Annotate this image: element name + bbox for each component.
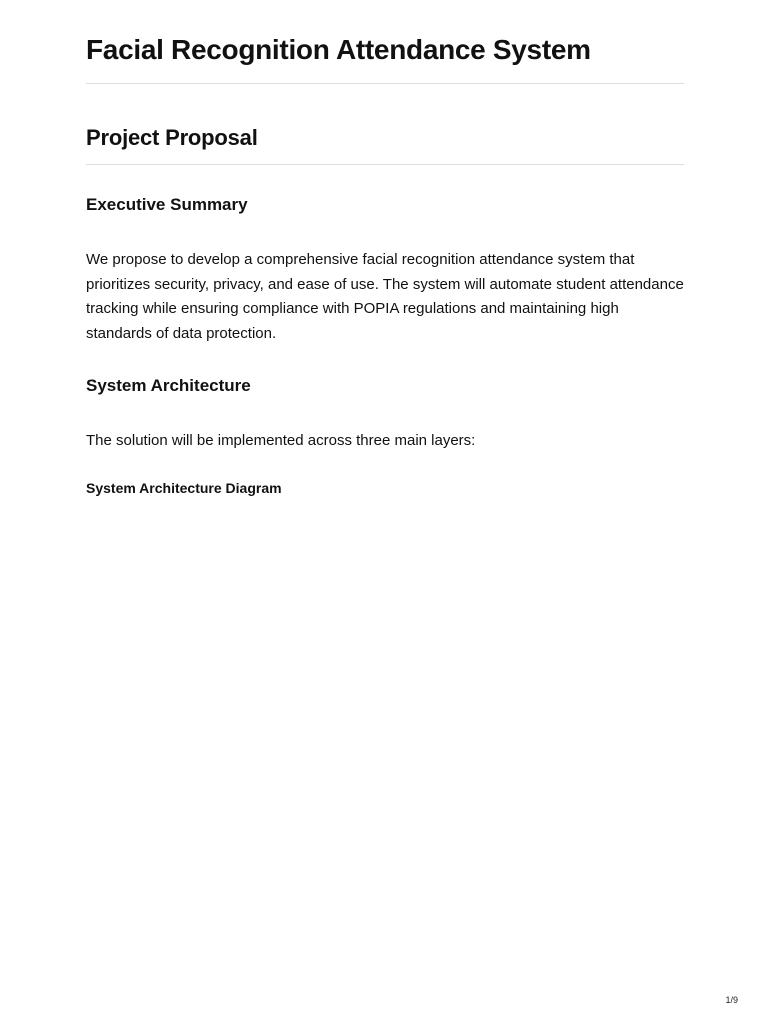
system-architecture-heading: System Architecture xyxy=(86,376,251,395)
section-title: Project Proposal xyxy=(86,125,258,150)
title-divider xyxy=(86,83,684,84)
system-architecture-paragraph: The solution will be implemented across three main layers: xyxy=(86,432,476,449)
section-divider xyxy=(86,164,684,165)
document-title: Facial Recognition Attendance System xyxy=(86,34,591,65)
page-number: 1/9 xyxy=(725,995,738,1005)
executive-summary-paragraph: We propose to develop a comprehensive facial recognition attendance system that prioritizes security, privacy, and ease of use. The system will automate student attendance tracking while ensuring compliance with POPIA regulations and maintaining high standards of data protection. xyxy=(86,251,684,342)
architecture-diagram-heading: System Architecture Diagram xyxy=(86,480,282,496)
executive-summary-heading: Executive Summary xyxy=(86,195,248,214)
